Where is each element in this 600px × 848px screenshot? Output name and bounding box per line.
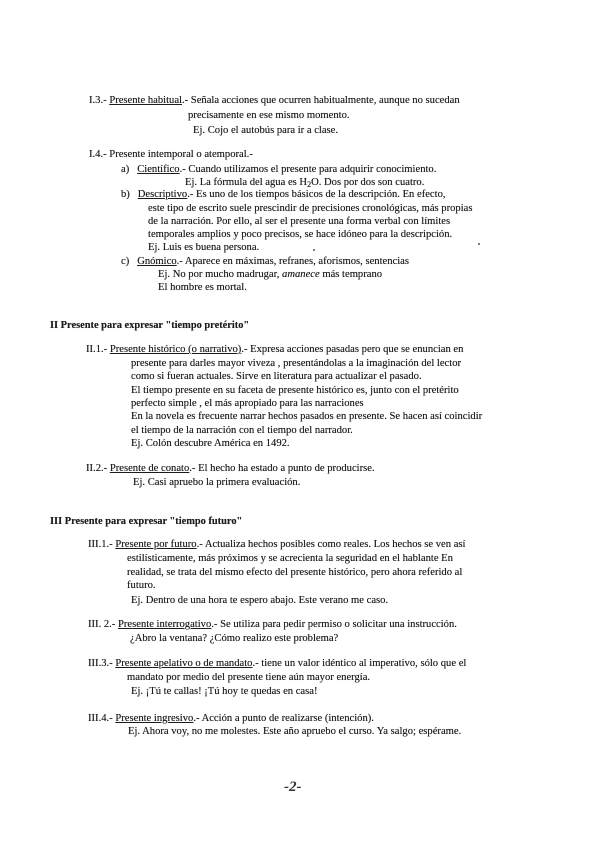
section-iii-heading: III Presente para expresar "tiempo futuro" [50,516,243,527]
item-b-line-3: de la narración. Por ello, al ser el presente una forma verbal con límites [148,216,451,227]
section-iii1-line-3: realidad, se trata del mismo efecto del presente histórico, pero ahora referido al [127,567,463,578]
section-iii2-example: ¿Abro la ventana? ¿Cómo realizo este problema? [130,633,339,644]
item-a-example: Ej. La fórmula del agua es $H_2O$. Dos por dos son cuatro. [185,177,425,189]
section-iii4-title: Presente ingresivo [115,713,194,724]
item-c-example-2: El hombre es mortal. [158,282,247,293]
item-c-example-1: Ej. No por mucho madrugar, amanece más temprano [158,269,383,280]
section-iii2-line-1: III. 2.- Presente interrogativo.- Se utiliza para pedir permiso o solicitar una instrucción. [88,619,457,630]
section-iii3-line-1: III.3.- Presente apelativo o de mandato.- tiene un valor idéntico al imperativo, sólo que el [88,658,467,669]
item-b-line-1: b) Descriptivo.- Es uno de los tiempos básicos de la descripción. En efecto, [121,189,446,200]
item-b-example: Ej. Luis es buena persona. [148,242,260,253]
section-ii1-title: Presente histórico (o narrativo) [109,344,242,355]
page-number: -2- [284,779,302,795]
section-i3-title: Presente habitual [109,95,182,106]
item-c-title: Gnómico [137,256,177,267]
section-ii1-line-6: En la novela es frecuente narrar hechos pasados en presente. Se hacen así coincidir [131,411,483,422]
section-ii1-line-4: El tiempo presente en su faceta de presente histórico es, junto con el pretérito [131,385,459,396]
section-i3-line-1: I.3.- Presente habitual.- Señala acciones que ocurren habitualmente, aunque no sucedan [89,95,460,106]
section-iii1-line-1: III.1.- Presente por futuro.- Actualiza hechos posibles como reales. Los hechos se ven así [88,539,466,550]
section-ii1-line-1: II.1.- Presente histórico (o narrativo).- Expresa acciones pasadas pero que se enuncian en [86,344,464,355]
section-iii1-example: Ej. Dentro de una hora te espero abajo. Este verano me caso. [131,595,389,606]
item-a-line: a) Científico.- Cuando utilizamos el presente para adquirir conocimiento. [121,164,437,175]
section-iii2-title: Presente interrogativo [118,619,212,630]
item-c-line: c) Gnómico.- Aparece en máximas, refranes, aforismos, sentencias [121,256,410,267]
scan-speck [313,249,315,251]
section-ii2-example: Ej. Casi apruebo la primera evaluación. [133,477,301,488]
section-ii2-line-1: II.2.- Presente de conato.- El hecho ha estado a punto de producirse. [86,463,375,474]
item-b-title: Descriptivo [137,189,188,200]
section-iii1-line-4: futuro. [127,580,156,591]
item-b-line-4: temporales amplios y poco precisos, se hace idóneo para la descripción. [148,229,453,240]
section-ii2-title: Presente de conato [109,463,190,474]
section-iii3-line-2: mandato por medio del presente tiene aún mayor energía. [127,672,371,683]
section-ii1-line-2: presente para darles mayor viveza , presentándolas a la imaginación del lector [131,358,462,369]
scan-speck [478,243,480,245]
section-ii1-line-3: como si fueran actuales. Sirve en literatura para actualizar el pasado. [131,371,422,382]
item-b-line-2: este tipo de escrito suele prescindir de precisiones cronológicas, más propias [148,203,473,214]
section-i3-line-2: precisamente en ese mismo momento. [188,110,350,121]
item-a-title: Científico [137,164,180,175]
section-iii3-title: Presente apelativo o de mandato [115,658,253,669]
section-ii-heading: II Presente para expresar "tiempo pretérito" [50,320,250,331]
section-ii1-line-5: perfecto simple , el más apropiado para las narraciones [131,398,364,409]
section-ii1-example: Ej. Colón descubre América en 1492. [131,438,290,449]
section-iii1-line-2: estilísticamente, más próximos y se acrecienta la seguridad en el hablante En [127,553,453,564]
section-i3-example: Ej. Cojo el autobús para ir a clase. [193,125,339,136]
section-ii1-line-7: el tiempo de la narración con el tiempo del narrador. [131,425,353,436]
section-iii4-line-1: III.4.- Presente ingresivo.- Acción a punto de realizarse (intención). [88,713,374,724]
section-iii3-example: Ej. ¡Tú te callas! ¡Tú hoy te quedas en casa! [131,686,318,697]
section-iii4-example: Ej. Ahora voy, no me molestes. Este año apruebo el curso. Ya salgo; espérame. [128,726,462,737]
section-i4-heading: I.4.- Presente intemporal o atemporal.- [89,149,253,160]
section-iii1-title: Presente por futuro [115,539,197,550]
